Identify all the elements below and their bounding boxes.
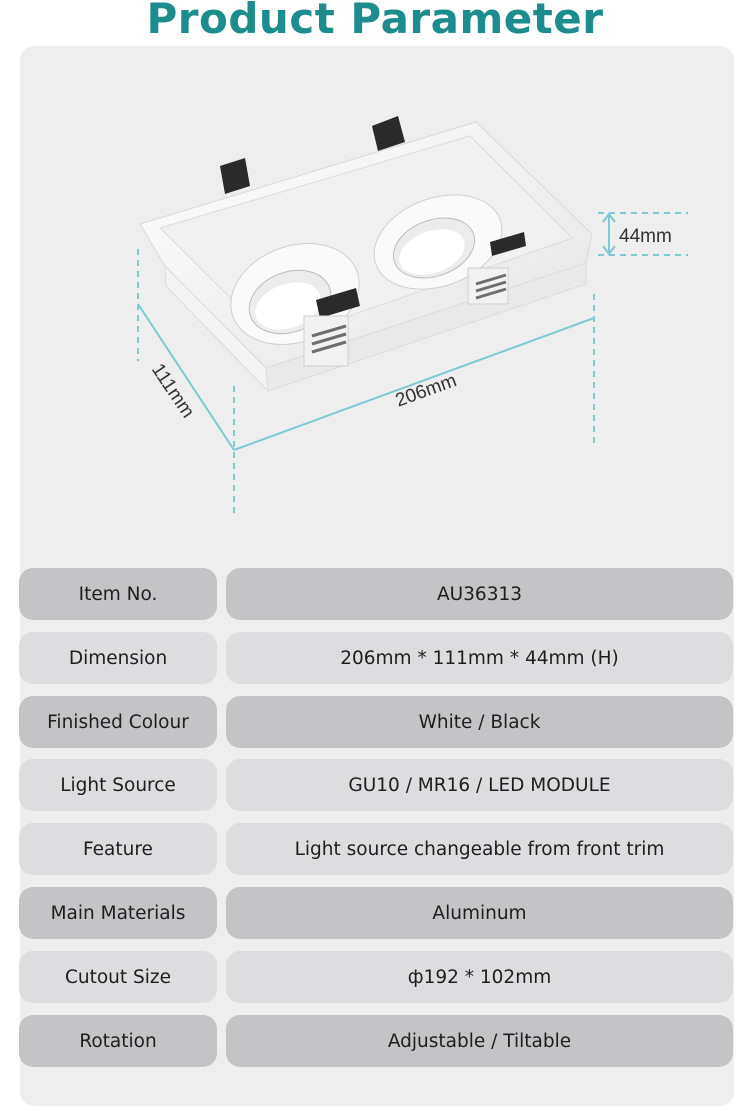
table-row [19, 1015, 733, 1067]
downlight-frame [140, 122, 592, 391]
row-label: Light Source [19, 759, 217, 811]
row-value: ф192 * 102mm [226, 951, 733, 1003]
depth-dimension-label: 111mm [146, 359, 199, 422]
row-value: 206mm * 111mm * 44mm (H) [226, 632, 733, 684]
row-value: Light source changeable from front trim [226, 823, 733, 875]
page-title: Product Parameter [146, 0, 604, 43]
height-dimension-label: 44mm [619, 226, 672, 247]
row-value: AU36313 [226, 568, 733, 620]
table-row [19, 759, 733, 811]
table-row [19, 951, 733, 1003]
row-label: Feature [19, 823, 217, 875]
row-label: Finished Colour [19, 696, 217, 748]
row-value: Aluminum [226, 887, 733, 939]
table-row [19, 568, 733, 620]
table-row [19, 887, 733, 939]
row-label: Item No. [19, 568, 217, 620]
product-figure [20, 46, 734, 546]
table-row [19, 632, 733, 684]
row-label: Dimension [19, 632, 217, 684]
row-value: GU10 / MR16 / LED MODULE [226, 759, 733, 811]
row-label: Main Materials [19, 887, 217, 939]
row-label: Cutout Size [19, 951, 217, 1003]
table-row [19, 696, 733, 748]
row-label: Rotation [19, 1015, 217, 1067]
table-row [19, 823, 733, 875]
row-value: Adjustable / Tiltable [226, 1015, 733, 1067]
length-dimension-label: 206mm [392, 370, 460, 412]
clip-back-left [220, 158, 250, 194]
row-value: White / Black [226, 696, 733, 748]
